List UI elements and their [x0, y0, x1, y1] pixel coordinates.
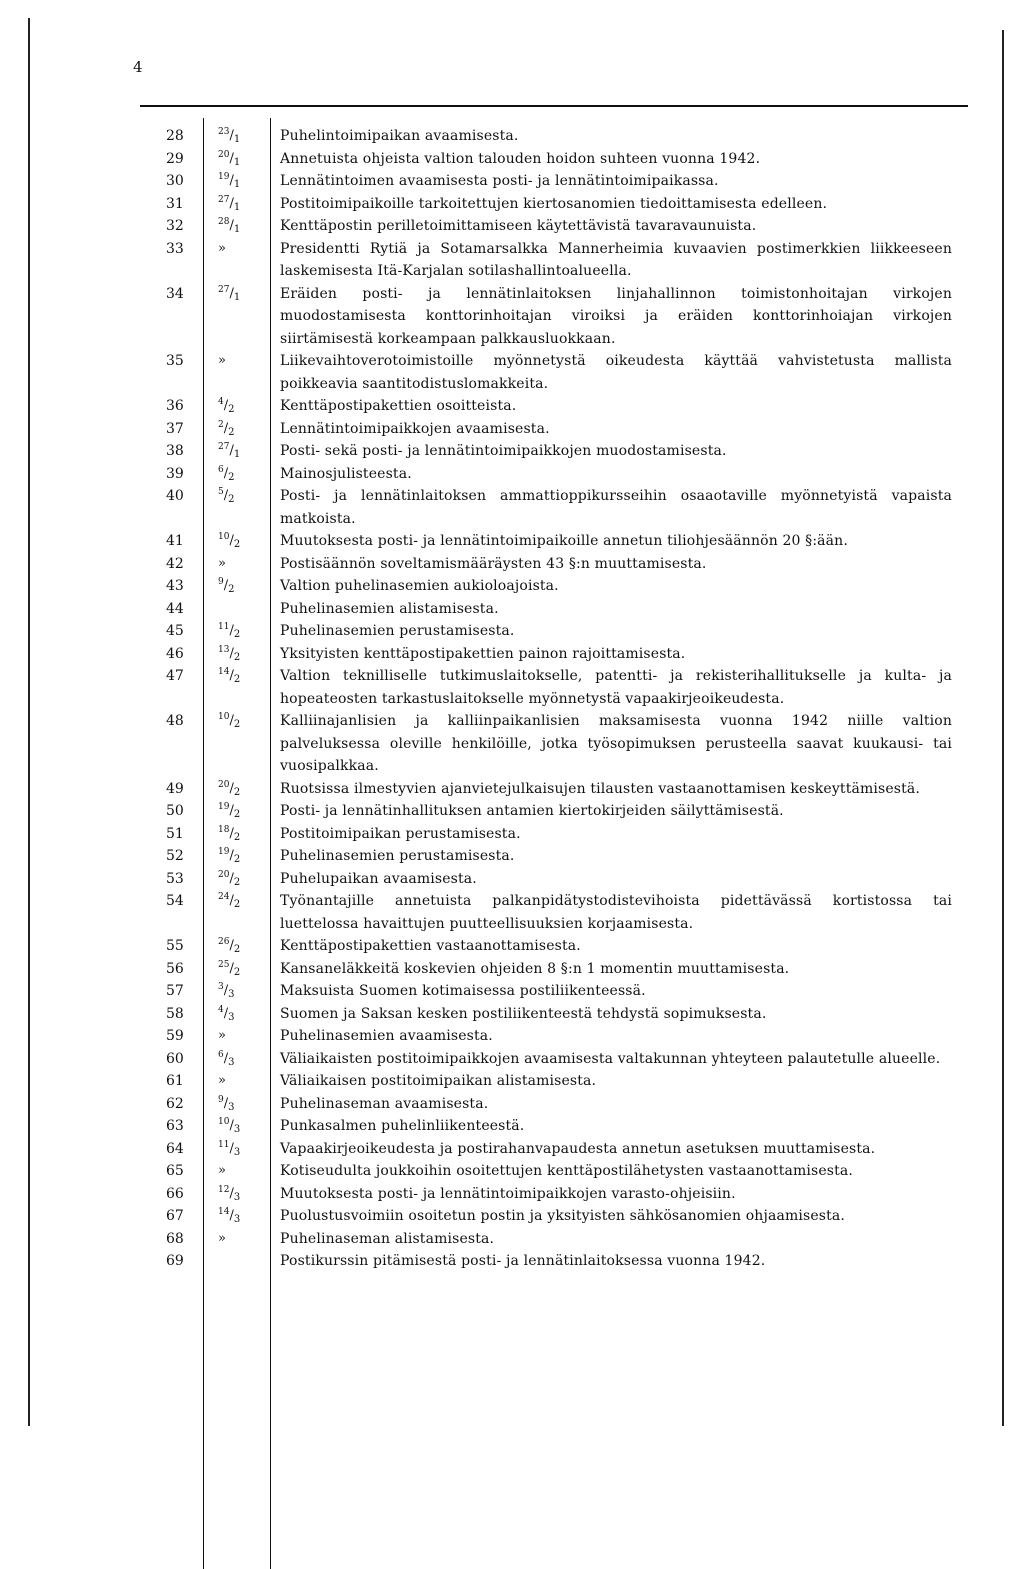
list-item	[140, 643, 970, 666]
date-month: 2	[233, 539, 241, 550]
entry-number: 43	[166, 578, 184, 594]
entry-date	[196, 800, 280, 823]
date-slash: /	[229, 825, 234, 841]
entry-date	[196, 958, 280, 981]
date-day: 9	[218, 1094, 224, 1105]
list-item	[140, 1115, 970, 1138]
date-day: 20	[218, 149, 230, 160]
date-month: 2	[233, 854, 241, 865]
date-day: 19	[218, 802, 230, 812]
date-month: 3	[233, 1214, 241, 1225]
entry-title: Postisäännön soveltamismääräysten 43 §:n muuttamisesta.	[280, 555, 707, 572]
date-slash: /	[229, 1208, 234, 1223]
ditto-mark: »	[218, 240, 226, 256]
date-day: 2	[218, 419, 224, 430]
date-month: 1	[233, 224, 241, 235]
entry-title: Yksityisten kenttäpostipakettien painon rajoittamisesta.	[280, 645, 686, 662]
entry-title: Muutoksesta posti- ja lennätintoimipaikoille annetun tiliohjesäännön 20 §:ään.	[280, 533, 848, 549]
entry-number: 58	[166, 1005, 184, 1022]
date-day: 27	[218, 442, 230, 452]
date-month: 3	[233, 1146, 241, 1158]
entry-date	[196, 1025, 280, 1048]
date-month: 3	[228, 1101, 235, 1113]
list-item	[140, 890, 970, 935]
list-item	[140, 800, 970, 823]
date-slash: /	[229, 443, 234, 458]
entry-date	[196, 283, 280, 306]
date-month: 3	[233, 1124, 241, 1135]
date-day: 10	[218, 712, 230, 722]
date-day: 18	[218, 824, 230, 835]
date-slash: /	[229, 150, 234, 166]
entry-date	[196, 1003, 280, 1026]
list-item	[140, 440, 970, 463]
entry-title: Posti- ja lennätinhallituksen antamien kiertokirjeiden säilyttämisestä.	[280, 803, 784, 819]
entry-title: Ruotsissa ilmestyvien ajanvietejulkaisujen tilausten vastaanottamisen keskeyttämisestä.	[280, 780, 920, 797]
list-item	[140, 1183, 970, 1206]
entry-date	[196, 440, 280, 463]
entry-number: 30	[166, 173, 184, 189]
list-item	[140, 935, 970, 958]
list-item	[140, 350, 970, 395]
entry-title: Kenttäpostipakettien vastaanottamisesta.	[280, 938, 581, 954]
list-item	[140, 823, 970, 846]
date-day: 19	[218, 847, 230, 857]
ditto-mark: »	[218, 1028, 226, 1043]
list-item	[140, 215, 970, 238]
date-day: 11	[218, 622, 230, 632]
date-month: 2	[233, 629, 241, 640]
entry-title: Puhelintoimipaikan avaamisesta.	[280, 128, 519, 144]
list-item	[140, 1070, 970, 1093]
entry-date	[196, 485, 280, 508]
entry-number: 57	[166, 983, 184, 999]
entry-title: Postitoimipaikan perustamisesta.	[280, 825, 521, 842]
date-month: 1	[233, 156, 241, 168]
date-slash: /	[223, 1095, 229, 1111]
entry-number: 55	[166, 938, 184, 954]
entry-date	[196, 823, 280, 846]
entry-date	[196, 418, 280, 441]
date-slash: /	[223, 1050, 229, 1066]
entry-number: 62	[166, 1095, 184, 1112]
date-day: 12	[218, 1184, 230, 1195]
entry-title: Liikevaihtoverotoimistoille myönnetystä oikeudesta käyttää vahvistetusta mallista poikkeavia saantitodistuslomakkeita.	[280, 353, 952, 392]
date-day: 26	[218, 937, 230, 947]
ditto-mark: »	[218, 1073, 226, 1088]
date-month: 1	[233, 134, 241, 145]
date-month: 2	[228, 584, 235, 595]
date-slash: /	[229, 1185, 234, 1201]
entry-number: 64	[166, 1140, 184, 1157]
entry-number: 51	[166, 825, 184, 842]
entry-number: 54	[166, 893, 184, 909]
date-month: 2	[228, 494, 235, 505]
date-day: 27	[218, 284, 230, 295]
entry-number: 29	[166, 150, 184, 167]
entry-title: Kotiseudulta joukkoihin osoitettujen kenttäpostilähetysten vastaanottamisesta.	[280, 1163, 854, 1179]
entry-title: Mainosjulisteesta.	[280, 465, 412, 482]
date-slash: /	[229, 533, 234, 548]
date-slash: /	[229, 173, 234, 188]
entry-date	[196, 238, 280, 261]
entry-number: 56	[166, 960, 184, 977]
entry-title: Punkasalmen puhelinliikenteestä.	[280, 1118, 525, 1134]
entry-date	[196, 170, 280, 193]
list-item	[140, 485, 970, 530]
list-item	[140, 1228, 970, 1251]
list-item	[140, 530, 970, 553]
date-month: 2	[233, 719, 241, 730]
entry-date	[196, 1115, 280, 1138]
date-month: 2	[233, 809, 241, 820]
entry-date	[196, 935, 280, 958]
date-slash: /	[223, 578, 229, 593]
list-item	[140, 463, 970, 486]
date-slash: /	[229, 645, 234, 661]
date-day: 14	[218, 667, 230, 677]
date-day: 23	[218, 127, 230, 137]
date-day: 28	[218, 217, 230, 227]
entry-number: 45	[166, 623, 184, 639]
entry-date	[196, 868, 280, 891]
entry-date	[196, 1183, 280, 1206]
entry-number: 44	[166, 600, 184, 617]
date-day: 10	[218, 532, 230, 542]
ditto-mark: »	[218, 1163, 226, 1178]
date-day: 19	[218, 172, 230, 182]
date-slash: /	[229, 938, 234, 953]
date-slash: /	[229, 218, 234, 233]
list-item	[140, 778, 970, 801]
entry-number: 33	[166, 240, 184, 257]
entry-number: 36	[166, 398, 184, 414]
list-item	[140, 598, 970, 621]
entry-number: 52	[166, 848, 184, 864]
date-slash: /	[223, 398, 229, 413]
date-day: 4	[218, 1004, 224, 1015]
entry-date	[196, 1093, 280, 1116]
list-item	[140, 170, 970, 193]
entry-date	[196, 710, 280, 733]
ditto-mark: »	[218, 555, 226, 571]
date-day: 20	[218, 869, 230, 880]
entry-title: Eräiden posti- ja lennätinlaitoksen linjahallinnon toimistonhoitajan virkojen muodostamisesta konttorinhoitajan viroiksi ja eräiden konttorinhoiajan virkojen siirtämisestä korkeampaan palkkausluokkaan.	[280, 285, 952, 347]
list-item	[140, 620, 970, 643]
list-item	[140, 238, 970, 283]
date-slash: /	[229, 285, 234, 301]
entry-title: Puhelinasemien alistamisesta.	[280, 600, 499, 617]
list-item	[140, 980, 970, 1003]
date-slash: /	[229, 803, 234, 818]
date-slash: /	[223, 465, 229, 481]
date-month: 1	[233, 449, 241, 460]
entry-date	[196, 665, 280, 688]
date-day: 27	[218, 194, 230, 205]
entry-title: Kenttäpostin perilletoimittamiseen käytettävistä tavaravaunuista.	[280, 218, 757, 234]
entry-title: Muutoksesta posti- ja lennätintoimipaikkojen varasto-ohjeisiin.	[280, 1185, 736, 1202]
date-month: 3	[228, 1056, 235, 1068]
entry-title: Työnantajille annetuista palkanpidätystodistevihoista pidettävässä kortistossa tai luettelossa havaittujen puutteellisuuksien korjaamisesta.	[280, 893, 952, 932]
entry-number: 47	[166, 668, 184, 684]
entry-number: 32	[166, 218, 184, 234]
entry-date	[196, 193, 280, 216]
date-month: 2	[233, 966, 241, 978]
date-day: 5	[218, 487, 224, 497]
date-month: 2	[233, 944, 241, 955]
entry-number: 65	[166, 1163, 184, 1179]
date-day: 20	[218, 779, 230, 790]
date-month: 1	[233, 201, 241, 213]
entry-date	[196, 125, 280, 148]
list-item	[140, 283, 970, 351]
entry-date	[196, 463, 280, 486]
entry-number: 49	[166, 780, 184, 797]
entry-number: 40	[166, 488, 184, 504]
date-slash: /	[229, 780, 234, 796]
header-rule	[140, 105, 968, 107]
entry-date	[196, 1228, 280, 1251]
entry-title: Puhelinaseman alistamisesta.	[280, 1230, 495, 1247]
entry-number: 48	[166, 713, 184, 729]
date-day: 25	[218, 959, 230, 970]
entry-title: Puhelinaseman avaamisesta.	[280, 1095, 489, 1112]
entry-date	[196, 1138, 280, 1161]
entry-date	[196, 148, 280, 171]
entry-title: Maksuista Suomen kotimaisessa postiliikenteessä.	[280, 983, 646, 999]
list-item	[140, 1250, 970, 1273]
entry-date	[196, 215, 280, 238]
date-day: 13	[218, 644, 230, 655]
entry-date	[196, 1048, 280, 1071]
date-day: 11	[218, 1139, 230, 1150]
date-slash: /	[229, 870, 234, 886]
date-day: 14	[218, 1207, 230, 1217]
date-slash: /	[229, 128, 234, 143]
date-day: 24	[218, 892, 230, 902]
list-item	[140, 710, 970, 778]
date-month: 2	[233, 831, 241, 843]
list-item	[140, 1048, 970, 1071]
date-day: 6	[218, 464, 224, 475]
page-edge-left	[28, 18, 30, 1426]
entry-title: Posti- ja lennätinlaitoksen ammattioppikursseihin osaaotaville myönnetyistä vapaista matkoista.	[280, 488, 952, 527]
entry-title: Puhelinasemien perustamisesta.	[280, 623, 515, 639]
date-month: 2	[233, 899, 241, 910]
entry-number: 66	[166, 1185, 184, 1202]
entry-title: Suomen ja Saksan kesken postiliikenteestä tehdystä sopimuksesta.	[280, 1005, 767, 1022]
ditto-mark: »	[218, 1230, 226, 1246]
entry-number: 28	[166, 128, 184, 144]
entry-number: 37	[166, 420, 184, 437]
entry-date	[196, 778, 280, 801]
entry-title: Puhelupaikan avaamisesta.	[280, 870, 477, 887]
date-month: 1	[233, 179, 241, 190]
entry-title: Presidentti Rytiä ja Sotamarsalkka Mannerheimia kuvaavien postimerkkien liikkeeseen laskemisesta Itä-Karjalan sotilashallintoalueella.	[280, 240, 952, 279]
date-month: 3	[228, 989, 235, 1000]
entry-title: Posti- sekä posti- ja lennätintoimipaikkojen muodostamisesta.	[280, 443, 727, 459]
entry-number: 39	[166, 465, 184, 482]
entry-title: Kalliinajanlisien ja kalliinpaikanlisien maksamisesta vuonna 1942 niille valtion palveluksessa oleville henkilöille, jotka työsopimuksen perusteella saavat kuukausi- tai vuosipalkkaa.	[280, 713, 952, 774]
list-item	[140, 1025, 970, 1048]
entry-date	[196, 395, 280, 418]
date-slash: /	[223, 983, 229, 998]
date-month: 2	[228, 471, 235, 483]
list-item	[140, 125, 970, 148]
entry-title: Väliaikaisten postitoimipaikkojen avaamisesta valtakunnan yhteyteen palautetulle alueelle.	[280, 1050, 941, 1067]
entry-number: 53	[166, 870, 184, 887]
list-item	[140, 1003, 970, 1026]
date-slash: /	[229, 623, 234, 638]
list-item	[140, 958, 970, 981]
circular-list	[140, 125, 970, 1273]
entry-date	[196, 1160, 280, 1183]
entry-title: Valtion puhelinasemien aukioloajoista.	[280, 578, 559, 594]
entry-date	[196, 530, 280, 553]
entry-date	[196, 575, 280, 598]
entry-number: 38	[166, 443, 184, 459]
entry-date	[196, 643, 280, 666]
date-month: 3	[233, 1191, 241, 1203]
date-slash: /	[229, 1118, 234, 1133]
date-slash: /	[229, 713, 234, 728]
entry-date	[196, 620, 280, 643]
list-item	[140, 665, 970, 710]
date-month: 2	[233, 651, 241, 663]
list-item	[140, 1160, 970, 1183]
entry-number: 59	[166, 1028, 184, 1044]
date-month: 1	[233, 291, 241, 303]
entry-number: 68	[166, 1230, 184, 1247]
entry-number: 63	[166, 1118, 184, 1134]
entry-date	[196, 845, 280, 868]
entry-title: Vapaakirjeoikeudesta ja postirahanvapaudesta annetun asetuksen muuttamisesta.	[280, 1140, 876, 1157]
list-item	[140, 553, 970, 576]
date-month: 2	[228, 404, 235, 415]
date-month: 2	[233, 876, 241, 888]
entry-title: Puolustusvoimiin osoitetun postin ja yksityisten sähkösanomien ohjaamisesta.	[280, 1208, 845, 1224]
entry-title: Valtion teknilliselle tutkimuslaitokselle, patentti- ja rekisterihallitukselle ja kulta- ja hopeateosten tarkastuslaitokselle myönnetystä vapaakirjeoikeudesta.	[280, 668, 952, 707]
list-item	[140, 193, 970, 216]
entry-date	[196, 1205, 280, 1228]
date-day: 10	[218, 1117, 230, 1127]
date-slash: /	[229, 668, 234, 683]
entry-title: Lennätintoimen avaamisesta posti- ja lennätintoimipaikassa.	[280, 173, 719, 189]
entry-date	[196, 980, 280, 1003]
ditto-mark: »	[218, 353, 226, 368]
entry-title: Väliaikaisen postitoimipaikan alistamisesta.	[280, 1073, 597, 1089]
entry-number: 34	[166, 285, 184, 302]
list-item	[140, 148, 970, 171]
entry-date	[196, 350, 280, 373]
date-day: 3	[218, 982, 224, 992]
entry-number: 60	[166, 1050, 184, 1067]
entry-title: Kenttäpostipakettien osoitteista.	[280, 398, 517, 414]
entry-title: Lennätintoimipaikkojen avaamisesta.	[280, 420, 550, 437]
entry-number: 31	[166, 195, 184, 212]
list-item	[140, 1138, 970, 1161]
date-month: 2	[228, 426, 235, 438]
entry-date	[196, 890, 280, 913]
entry-number: 46	[166, 645, 184, 662]
entry-title: Puhelinasemien avaamisesta.	[280, 1028, 493, 1044]
entry-number: 50	[166, 803, 184, 819]
entry-date	[196, 1070, 280, 1093]
date-slash: /	[229, 195, 234, 211]
entry-title: Postitoimipaikoille tarkoitettujen kiertosanomien tiedoittamisesta edelleen.	[280, 195, 828, 212]
date-slash: /	[229, 848, 234, 863]
list-item	[140, 868, 970, 891]
list-item	[140, 1205, 970, 1228]
entry-number: 61	[166, 1073, 184, 1089]
date-slash: /	[229, 960, 234, 976]
list-item	[140, 395, 970, 418]
date-month: 2	[233, 786, 241, 798]
list-item	[140, 418, 970, 441]
date-day: 9	[218, 577, 224, 587]
list-item	[140, 575, 970, 598]
date-slash: /	[229, 1140, 234, 1156]
page-number: 4	[133, 58, 143, 76]
date-slash: /	[223, 1005, 229, 1021]
list-item	[140, 1093, 970, 1116]
date-month: 3	[228, 1011, 235, 1023]
date-day: 4	[218, 397, 224, 407]
entry-number: 42	[166, 555, 184, 572]
date-slash: /	[229, 893, 234, 908]
entry-number: 67	[166, 1208, 184, 1224]
entry-title: Puhelinasemien perustamisesta.	[280, 848, 515, 864]
entry-title: Annetuista ohjeista valtion talouden hoidon suhteen vuonna 1942.	[280, 150, 761, 167]
entry-number: 41	[166, 533, 184, 549]
entry-date	[196, 553, 280, 576]
entry-title: Postikurssin pitämisestä posti- ja lennätinlaitoksessa vuonna 1942.	[280, 1253, 766, 1269]
date-slash: /	[223, 420, 229, 436]
entry-title: Kansaneläkkeitä koskevien ohjeiden 8 §:n 1 momentin muuttamisesta.	[280, 960, 790, 977]
date-month: 2	[233, 674, 241, 685]
date-slash: /	[223, 488, 229, 503]
list-item	[140, 845, 970, 868]
page-edge-right	[1002, 30, 1004, 1426]
date-day: 6	[218, 1049, 224, 1060]
entry-number: 69	[166, 1253, 184, 1269]
entry-number: 35	[166, 353, 184, 369]
